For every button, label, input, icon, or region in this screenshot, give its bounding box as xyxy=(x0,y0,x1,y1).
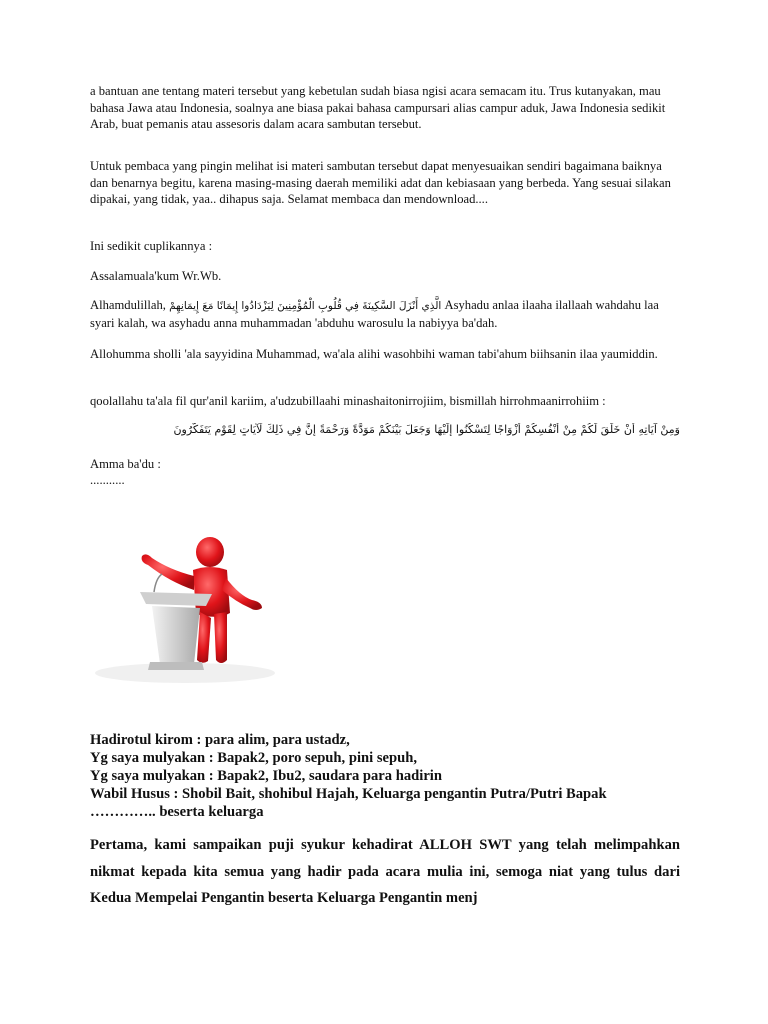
quran-intro: qoolallahu ta'ala fil qur'anil kariim, a'udzubillaahi minashaitonirrojiim, bismillah hirrohmaanirrohiim : xyxy=(90,394,606,408)
salutation-line: ………….. beserta keluarga xyxy=(90,804,264,820)
salutation-line: Yg saya mulyakan : Bapak2, Ibu2, saudara para hadirin xyxy=(90,768,442,784)
praise-start: Alhamdulillah, xyxy=(90,298,166,312)
praise-end: Asyhadu anlaa ilaaha ilallaah wahdahu laa syari kalah, wa asyhadu anna muhammadan 'abduhu warosulu la nabiyya ba'dah. xyxy=(90,298,659,330)
amma-badu: Amma ba'du : xyxy=(90,457,161,471)
intro-paragraph: a bantuan ane tentang materi tersebut yang kebetulan sudah biasa ngisi acara semacam itu. Trus kutanyakan, mau bahasa Jawa atau Indonesia, soalnya ane biasa pakai bahasa campursari alias campur aduk, Jawa Indonesia sedikit Arab, buat pemanis atau assesoris dalam acara sambutan tersebut. xyxy=(90,84,666,132)
salutation-line: Hadirotul kirom : para alim, para ustadz, xyxy=(90,732,350,748)
quran-verse-arabic: وَمِنْ آيَاتِهِ أَنْ خَلَقَ لَكُمْ مِنْ أَنْفُسِكُمْ أَزْوَاجًا لِتَسْكُنُوا إِلَيْهَا وَجَعَلَ بَيْنَكُمْ مَوَدَّةً وَرَحْمَةً إِنَّ فِي ذَلِكَ لَآيَاتٍ لِقَوْمٍ يَتَفَكَّرُونَ xyxy=(173,423,680,436)
excerpt-intro: Ini sedikit cuplikannya : xyxy=(90,239,213,253)
sholawat-paragraph: Allohumma sholli 'ala sayyidina Muhammad, wa'ala alihi wasohbihi waman tabi'ahum biihsanin ilaa yaumiddin. xyxy=(90,347,658,361)
speech-body: Pertama, kami sampaikan puji syukur kehadirat ALLOH SWT yang telah melimpahkan nikmat kepada kita semua yang hadir pada acara mulia ini, semoga niat yang tulus dari Kedua Mempelai Pengantin beserta Keluarga Pengantin menj xyxy=(90,837,680,907)
salutation-line: Yg saya mulyakan : Bapak2, poro sepuh, pini sepuh, xyxy=(90,750,417,766)
praise-paragraph xyxy=(90,297,678,331)
salutation-line: Wabil Husus : Shobil Bait, shohibul Hajah, Keluarga pengantin Putra/Putri Bapak xyxy=(90,786,607,802)
speaker-at-podium-illustration xyxy=(90,518,280,686)
reader-note-paragraph: Untuk pembaca yang pingin melihat isi materi sambutan tersebut dapat menyesuaikan sendiri bagaimana baiknya dan benarnya begitu, karena masing-masing daerah memiliki adat dan kebiasaan yang berbeda. Yang sesuai silakan dipakai, yang tidak, yaa.. dihapus saja. Selamat membaca dan mendownload.... xyxy=(90,159,671,207)
praise-arabic: الَّذِي أَنْزَلَ السَّكِينَةَ فِي قُلُوبِ الْمُؤْمِنِينَ لِيَزْدَادُوا إِيمَانًا مَعَ إِيمَانِهِمْ xyxy=(169,300,442,312)
ellipsis-line: ........... xyxy=(90,473,125,487)
greeting: Assalamuala'kum Wr.Wb. xyxy=(90,269,222,283)
